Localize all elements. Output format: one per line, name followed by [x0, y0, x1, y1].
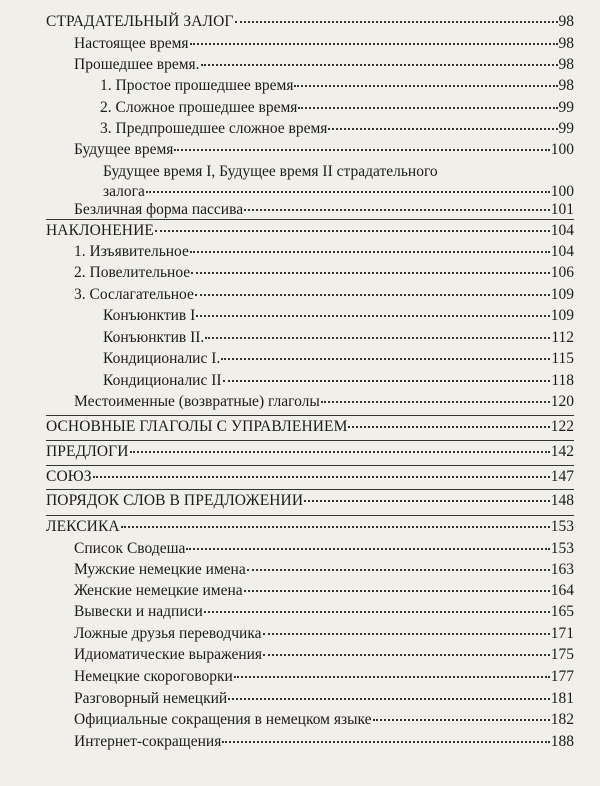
toc-entry[interactable]	[46, 307, 574, 325]
toc-entry-title: Безличная форма пассива	[74, 201, 244, 218]
toc-entry[interactable]	[46, 561, 574, 579]
toc-entry-page-number: 109	[550, 286, 574, 303]
toc-entry-page-number: 101	[550, 201, 574, 218]
toc-entry[interactable]	[46, 286, 574, 304]
dot-leader	[228, 698, 550, 700]
toc-entry-page-number: 98	[558, 13, 574, 30]
toc-entry-title: ПРЕДЛОГИ	[46, 443, 129, 460]
toc-entry-page-number: 182	[550, 711, 574, 728]
dot-leader	[93, 476, 550, 478]
toc-entry[interactable]	[46, 120, 574, 138]
toc-entry-title: Официальные сокращения в немецком языке	[74, 711, 372, 728]
toc-entry[interactable]	[46, 222, 574, 240]
toc-entry-title: ОСНОВНЫЕ ГЛАГОЛЫ С УПРАВЛЕНИЕМ	[46, 418, 348, 435]
dot-leader	[294, 85, 557, 87]
toc-entry[interactable]	[46, 35, 574, 53]
section-divider	[46, 219, 574, 220]
toc-entry-page-number: 104	[550, 222, 574, 239]
toc-entry-title: Разговорный немецкий	[74, 690, 228, 707]
toc-entry-title: Ложные друзья переводчика	[74, 625, 262, 642]
toc-entry[interactable]	[46, 668, 574, 686]
toc-entry-title: Конъюнктив II.	[103, 329, 205, 346]
toc-entry[interactable]	[46, 418, 574, 436]
toc-entry[interactable]	[46, 99, 574, 117]
toc-entry[interactable]	[46, 77, 574, 95]
toc-entry-title: Будущее время	[74, 141, 174, 158]
toc-entry-title: 2. Сложное прошедшее время	[100, 99, 298, 116]
dot-leader	[348, 426, 549, 428]
toc-entry-title: 1. Изъявительное	[74, 243, 189, 260]
section-divider	[46, 515, 574, 516]
toc-entry-page-number: 118	[551, 372, 574, 389]
toc-entry-page-number: 106	[550, 264, 574, 281]
toc-entry[interactable]	[46, 603, 574, 621]
dot-leader	[304, 500, 550, 502]
toc-entry-page-number: 122	[550, 418, 574, 435]
section-divider	[46, 465, 574, 466]
toc-entry-page-number: 164	[550, 582, 574, 599]
dot-leader	[146, 191, 550, 193]
toc-entry-page-number: 98	[558, 35, 574, 52]
dot-leader	[186, 548, 549, 550]
toc-entry-page-number: 99	[558, 99, 574, 116]
toc-entry-page-number: 153	[550, 518, 574, 535]
dot-leader	[174, 149, 549, 151]
dot-leader	[190, 251, 550, 253]
toc-entry-title: Прошедшее время.	[74, 56, 200, 73]
toc-entry-page-number: 177	[550, 668, 574, 685]
section-divider	[46, 440, 574, 441]
toc-entry-page-number: 165	[550, 603, 574, 620]
dot-leader	[195, 294, 550, 296]
dot-leader	[328, 128, 557, 130]
toc-entry-title: Вывески и надписи	[74, 603, 203, 620]
toc-entry-title: Женские немецкие имена	[74, 582, 243, 599]
dot-leader	[244, 590, 550, 592]
toc-entry-page-number: 99	[558, 120, 574, 137]
toc-entry-page-number: 163	[550, 561, 574, 578]
dot-leader	[321, 401, 550, 403]
toc-entry-title: залога	[103, 183, 145, 200]
toc-entry-page-number: 153	[550, 540, 574, 557]
toc-entry[interactable]	[46, 468, 574, 486]
toc-entry-title: Кондиционалис I.	[103, 350, 221, 367]
dot-leader	[223, 380, 551, 382]
toc-entry-title: ЛЕКСИКА	[46, 518, 120, 535]
toc-entry[interactable]	[46, 690, 574, 708]
toc-entry[interactable]	[46, 733, 574, 751]
dot-leader	[196, 315, 549, 317]
toc-entry-title: Местоименные (возвратные) глаголы	[74, 393, 320, 410]
toc-entry[interactable]	[46, 141, 574, 159]
toc-entry[interactable]	[46, 646, 574, 664]
dot-leader	[205, 337, 550, 339]
toc-entry-title: Конъюнктив I	[103, 307, 196, 324]
toc-entry[interactable]	[46, 582, 574, 600]
toc-entry-title: Идиоматические выражения	[74, 646, 263, 663]
toc-entry-page-number: 175	[550, 646, 574, 663]
toc-entry-title: НАКЛОНЕНИЕ	[46, 222, 154, 239]
toc-entry[interactable]	[46, 56, 574, 74]
toc-entry-page-number: 100	[550, 141, 574, 158]
toc-entry-title: СТРАДАТЕЛЬНЫЙ ЗАЛОГ	[46, 13, 234, 30]
toc-entry[interactable]	[46, 329, 574, 347]
toc-entry-title: СОЮЗ	[46, 468, 92, 485]
toc-entry[interactable]	[46, 443, 574, 461]
toc-entry[interactable]	[46, 518, 574, 536]
dot-leader	[235, 21, 558, 23]
toc-entry-page-number: 142	[550, 443, 574, 460]
toc-entry-page-number: 147	[550, 468, 574, 485]
toc-entry[interactable]	[46, 201, 574, 219]
toc-entry-title-line: Будущее время I, Будущее время II страдательного	[103, 163, 438, 180]
toc-entry-title: 1. Простое прошедшее время	[100, 77, 294, 94]
toc-entry-title: 3. Предпрошедшее сложное время	[100, 120, 328, 137]
toc-entry[interactable]	[46, 13, 574, 31]
toc-entry[interactable]	[46, 492, 574, 510]
section-divider	[46, 415, 574, 416]
toc-entry-page-number: 112	[551, 329, 574, 346]
toc-entry-page-number: 104	[550, 243, 574, 260]
toc-entry[interactable]	[46, 163, 574, 201]
dot-leader	[373, 719, 550, 721]
toc-entry-page-number: 100	[550, 183, 574, 200]
toc-entry-title: Мужские немецкие имена	[74, 561, 246, 578]
toc-entry[interactable]	[46, 264, 574, 282]
dot-leader	[244, 209, 550, 211]
toc-entry-page-number: 98	[558, 56, 574, 73]
dot-leader	[130, 451, 550, 453]
toc-entry-title: Немецкие скороговорки	[74, 668, 233, 685]
toc-entry-title: Список Сводеша	[74, 540, 186, 557]
toc-entry-page-number: 171	[550, 625, 574, 642]
toc-entry-page-number: 188	[550, 733, 574, 750]
toc-entry[interactable]	[46, 625, 574, 643]
toc-entry[interactable]	[46, 540, 574, 558]
dot-leader	[190, 43, 558, 45]
toc-entry-title: Интернет-сокращения	[74, 733, 222, 750]
dot-leader	[263, 654, 550, 656]
dot-leader	[201, 64, 558, 66]
toc-entry[interactable]	[46, 243, 574, 261]
toc-entry[interactable]	[46, 393, 574, 411]
toc-entry-title: 3. Сослагательное	[74, 286, 194, 303]
dot-leader	[263, 633, 550, 635]
dot-leader	[221, 358, 550, 360]
dot-leader	[191, 272, 550, 274]
section-divider	[46, 489, 574, 490]
dot-leader	[298, 107, 557, 109]
toc-entry-page-number: 115	[551, 350, 574, 367]
toc-entry[interactable]	[46, 350, 574, 368]
toc-entry-title: Кондиционалис II	[103, 372, 222, 389]
toc-entry-title: ПОРЯДОК СЛОВ В ПРЕДЛОЖЕНИИ	[46, 492, 304, 509]
dot-leader	[204, 611, 550, 613]
dot-leader	[247, 569, 550, 571]
toc-entry-title: Настоящее время	[74, 35, 189, 52]
toc-entry-page-number: 181	[550, 690, 574, 707]
dot-leader	[121, 526, 550, 528]
toc-entry-page-number: 109	[550, 307, 574, 324]
dot-leader	[234, 676, 550, 678]
toc-entry-page-number: 148	[550, 492, 574, 509]
toc-entry[interactable]	[46, 372, 574, 390]
dot-leader	[155, 230, 550, 232]
dot-leader	[222, 741, 549, 743]
toc-entry-title: 2. Повелительное	[74, 264, 191, 281]
toc-entry[interactable]	[46, 711, 574, 729]
toc-entry-page-number: 98	[558, 77, 574, 94]
toc-entry-page-number: 120	[550, 393, 574, 410]
